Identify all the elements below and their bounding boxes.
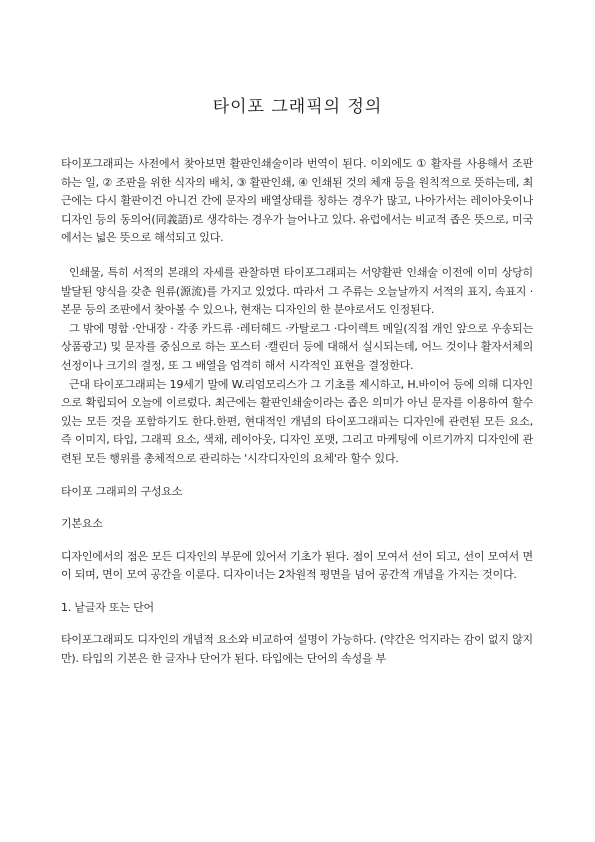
subheading-letter-word: 1. 낱글자 또는 단어 xyxy=(61,600,154,614)
paragraph-typography-concept: 타이포그래피도 디자인의 개념적 요소와 비교하여 설명이 가능하다. (약간은 억지라는 감이 없지 않지만). 타입의 기본은 한 글자나 단어가 된다. 타입에는 단어의 속성을 부 xyxy=(61,633,533,666)
document-body xyxy=(61,155,533,669)
subheading-basic-elements: 기본요소 xyxy=(61,517,103,531)
document-title: 타이포 그래픽의 정의 xyxy=(212,97,383,117)
paragraph-history: 인쇄물, 특히 서적의 본래의 자세를 관찰하면 타이포그래피는 서양활판 인쇄술 이전에 이미 상당히 발달된 양식을 갖춘 원류(源流)를 가지고 있었다. 따라서 그 주류는 오늘날까지 서적의 표지, 속표지 ·본문 등의 조판에서 찾아볼 수 있으나, 현재는 디자인의 한 분야로서도 인정된다. xyxy=(61,265,533,317)
paragraph-point-line-plane: 디자인에서의 점은 모든 디자인의 부문에 있어서 기초가 된다. 점이 모여서 선이 되고, 선이 모여서 면이 되며, 면이 모여 공간을 이룬다. 디자이너는 2차원적 평면을 넘어 공간적 개념을 가지는 것이다. xyxy=(61,549,533,582)
section-heading-components: 타이포 그래피의 구성요소 xyxy=(61,484,183,498)
paragraph-modern: 근대 타이포그래피는 19세기 말에 W.리엄모리스가 그 기초를 제시하고, H.바이어 등에 의해 디자인으로 확립되어 오늘에 이르렀다. 최근에는 활판인쇄술이라는 좁은 의미가 아닌 문자를 이용하여 할수 있는 모든 것을 포함하기도 한다.한편, 현대적인 개념의 타이포그래피는 디자인에 관련된 모든 요소, 즉 이미지, 타입, 그래픽 요소, 색채, 레이아웃, 디자인 포맷, 그리고 마케팅에 이르기까지 디자인에 관련된 모든 행위를 총체적으로 관리하는 '시각디자인의 요체'라 할수 있다. xyxy=(61,377,533,465)
paragraph-definition: 타이포그래피는 사전에서 찾아보면 활판인쇄술이라 번역이 된다. 이외에도 ① 활자를 사용해서 조판하는 일, ② 조판을 위한 식자의 배치, ③ 활판인쇄, ④ 인쇄된 것의 체재 등을 원칙적으로 뜻하는데, 최근에는 다시 활판이건 아니건 간에 문자의 배열상태를 칭하는 경우가 많고, 나아가서는 레이아웃이나 디자인 등의 동의어(同義語)로 생각하는 경우가 늘어나고 있다. 유럽에서는 비교적 좁은 뜻으로, 미국에서는 넓은 뜻으로 해석되고 있다. xyxy=(61,157,533,245)
paragraph-applications: 그 밖에 명함 ·안내장 · 각종 카드류 ·레터헤드 ·카탈로그 ·다이렉트 메일(직접 개인 앞으로 우송되는 상품광고) 및 문자를 중심으로 하는 포스터 ·캘린더 등에 대해서 실시되는데, 어느 것이나 활자서체의 선정이나 크기의 결정, 또 그 배열을 엄격히 해서 시각적인 표현을 결정한다. xyxy=(61,321,533,372)
